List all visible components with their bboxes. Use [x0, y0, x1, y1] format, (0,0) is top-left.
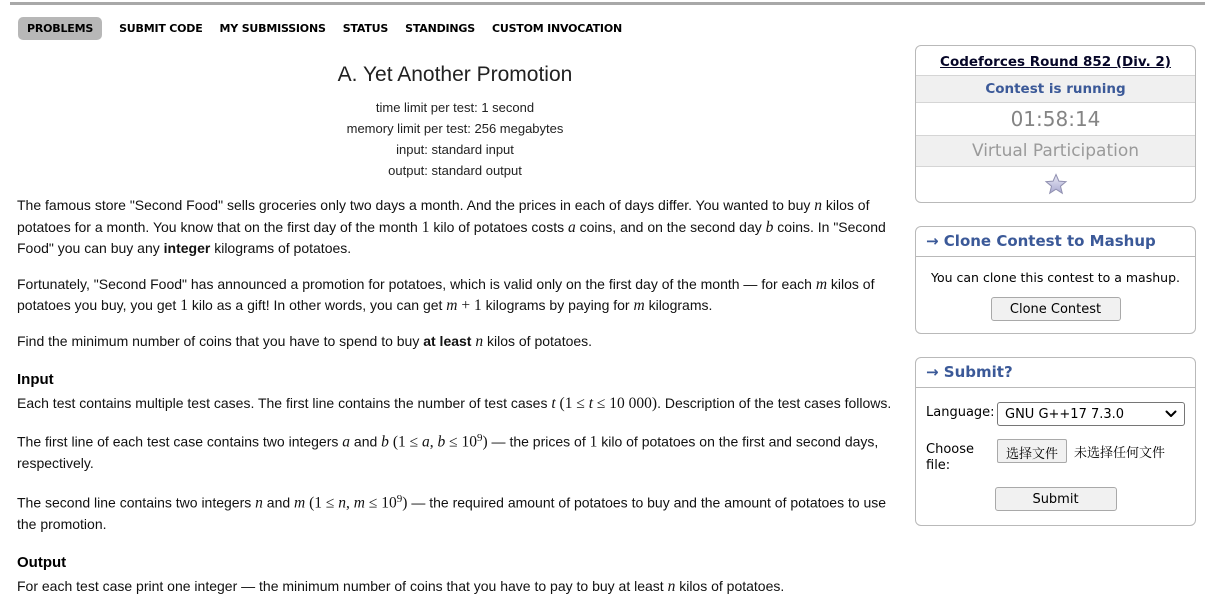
submit-box: [915, 357, 1196, 526]
input-spec: input: standard input: [396, 142, 514, 157]
tab-status[interactable]: STATUS: [342, 22, 389, 35]
time-limit: time limit per test: 1 second: [375, 100, 535, 115]
chevron-down-icon: [1165, 410, 1177, 418]
problem-title: A. Yet Another Promotion: [337, 63, 573, 86]
virtual-participation-label: Virtual Participation: [916, 135, 1195, 166]
choose-file-row: [926, 439, 1185, 474]
tab-submit-code[interactable]: SUBMIT CODE: [119, 22, 203, 35]
top-divider: [10, 2, 1205, 5]
memory-limit: memory limit per test: 256 megabytes: [346, 121, 564, 136]
input-paragraph: Each test contains multiple test cases. The first line contains the number of test cases t (1 ≤ t ≤ 10 000). Description of the test cases follows.: [17, 394, 892, 412]
problem-statement: [17, 45, 893, 611]
submit-button[interactable]: Submit: [995, 487, 1117, 511]
contest-title-row: [916, 46, 1195, 75]
statement-paragraph: The famous store "Second Food" sells groceries only two days a month. And the prices in each of days differ. You wanted to buy n kilos of potatoes for a month. You know that on the first day of the month 1 kilo of potatoes costs a coins, and on the second day b coins. In "Second Food" you can buy any integer kilograms of potatoes.: [17, 197, 886, 256]
language-label: Language:: [926, 405, 995, 420]
contest-timer: 01:58:14: [916, 102, 1195, 135]
tab-custom-invocation[interactable]: CUSTOM INVOCATION: [491, 22, 622, 35]
tab-my-submissions[interactable]: MY SUBMISSIONS: [219, 22, 326, 35]
contest-star-row: [916, 166, 1195, 202]
submit-box-header: → Submit?: [916, 358, 1195, 388]
file-input: [997, 439, 1165, 463]
page-layout: [0, 45, 1205, 611]
tab-standings[interactable]: STANDINGS: [405, 22, 475, 35]
statement-paragraph: Fortunately, "Second Food" has announced a promotion for potatoes, which is valid only on the first day of the month — for each m kilos of potatoes you buy, you get 1 kilo as a gift! In other words, you can get m + 1 kilograms by paying for m kilograms.: [17, 275, 875, 314]
language-select[interactable]: [997, 402, 1185, 426]
clone-contest-button[interactable]: Clone Contest: [991, 297, 1121, 321]
input-section-title: Input: [17, 371, 54, 388]
contest-status: Contest is running: [916, 75, 1195, 102]
choose-file-label: Choose file:: [926, 442, 974, 473]
file-status-text: 未选择任何文件: [1074, 445, 1166, 461]
contest-tabs: [18, 17, 1205, 40]
sidebar: [915, 45, 1196, 549]
language-selected-value: GNU G++17 7.3.0: [1005, 406, 1125, 422]
output-paragraph: For each test case print one integer — the minimum number of coins that you have to pay to buy at least n kilos of potatoes.: [17, 577, 785, 595]
clone-description: You can clone this contest to a mashup.: [931, 270, 1180, 285]
submit-form: [916, 388, 1195, 525]
input-paragraph: The first line of each test case contains two integers a and b (1 ≤ a, $b \le 10^9$) — the prices of 1 kilo of potatoes on the first and second days, respectively.: [17, 432, 879, 472]
language-row: [926, 402, 1185, 426]
clone-box-header: → Clone Contest to Mashup: [916, 227, 1195, 257]
problem-meta: [17, 97, 893, 181]
statement-body: [17, 195, 893, 597]
output-section-title: Output: [17, 554, 67, 572]
file-picker-button[interactable]: 选择文件: [997, 439, 1067, 463]
output-spec: output: standard output: [388, 163, 522, 178]
clone-contest-box: [915, 226, 1196, 334]
input-paragraph: The second line contains two integers n and m (1 ≤ n, $m \le 10^9$) — the required amount of potatoes to buy and the amount of potatoes to use the promotion.: [17, 492, 887, 532]
star-icon[interactable]: [1044, 172, 1068, 196]
tab-problems[interactable]: PROBLEMS: [18, 17, 102, 40]
problem-header: [17, 63, 893, 181]
clone-box-body: [916, 257, 1195, 333]
statement-paragraph: Find the minimum number of coins that you have to spend to buy at least n kilos of potatoes.: [17, 332, 593, 350]
contest-info-box: [915, 45, 1196, 203]
contest-link[interactable]: Codeforces Round 852 (Div. 2): [940, 54, 1171, 70]
